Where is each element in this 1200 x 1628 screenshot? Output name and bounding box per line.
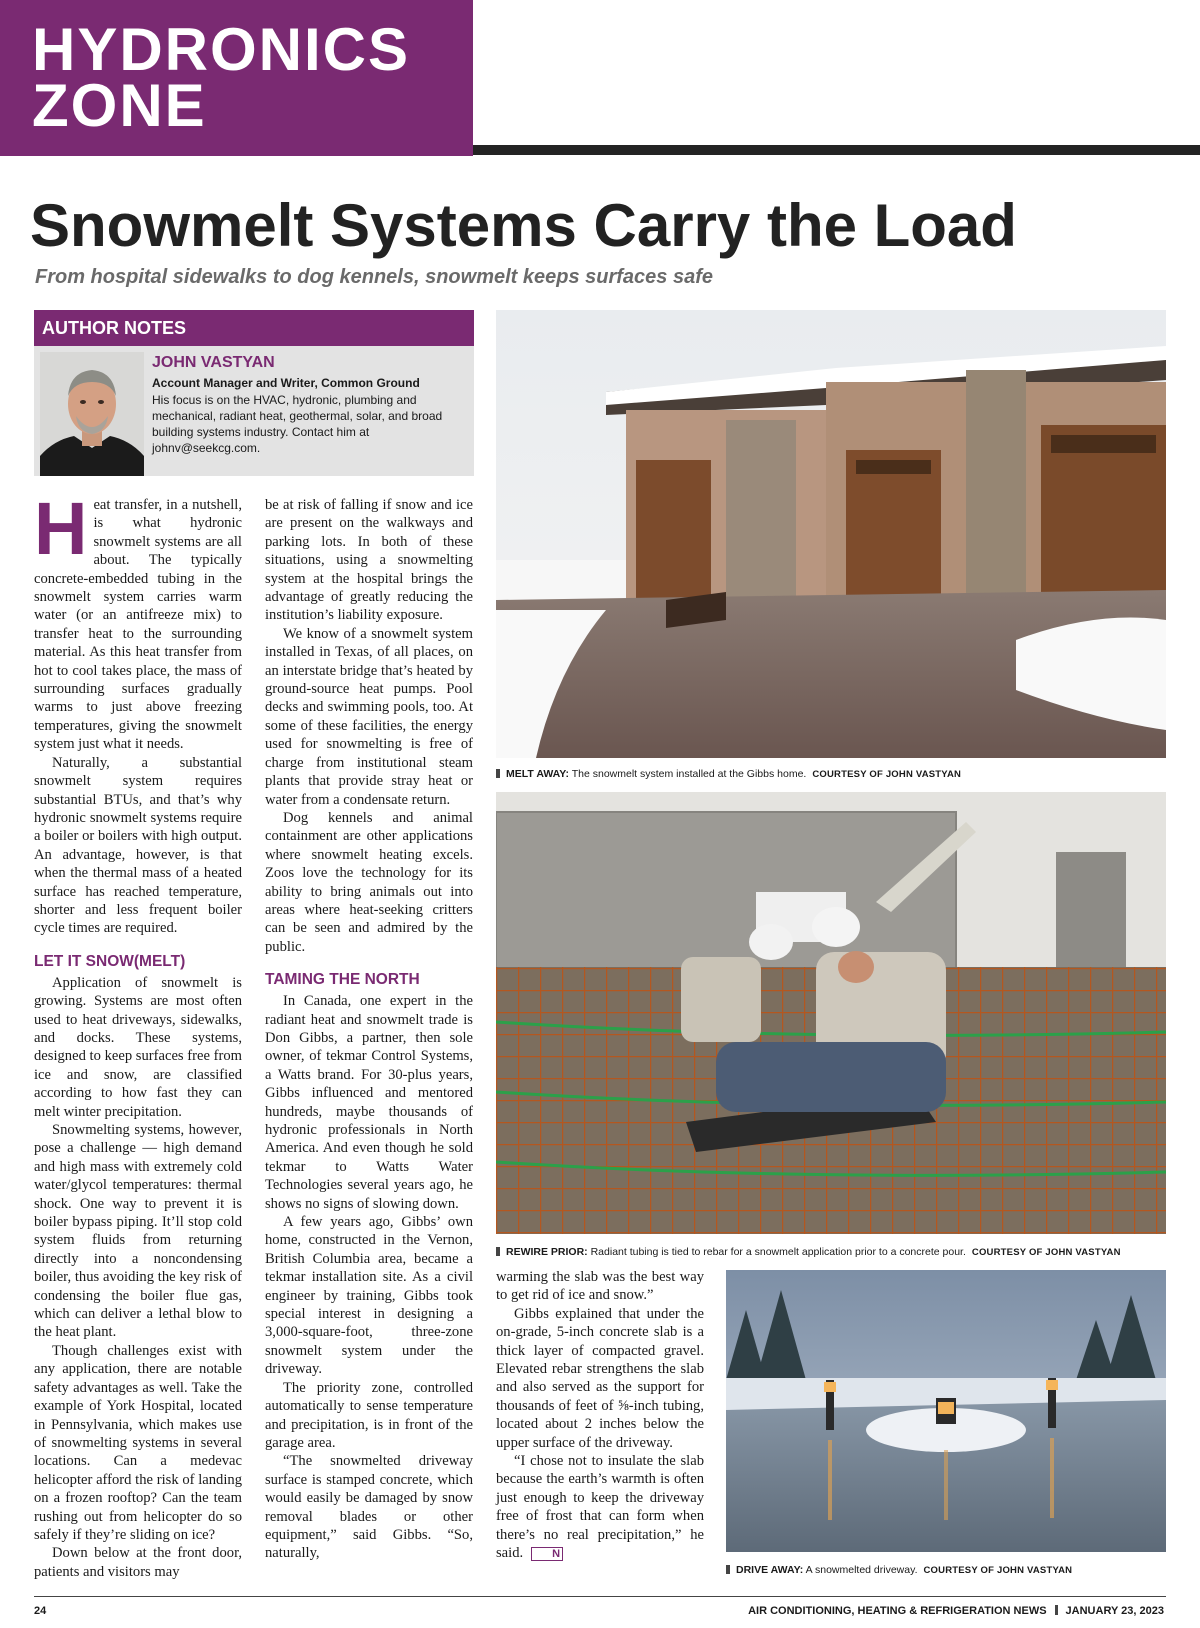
article-paragraph: be at risk of falling if snow and ice are present on the walkways and parking lots. In both of these situations, using a snowmelting system at the hospital brings the advantage of greatly reducing the institution’s liability exposure. (265, 497, 473, 624)
caption-marker-icon (496, 769, 500, 778)
article-deck: From hospital sidewalks to dog kennels, snowmelt keeps surfaces safe (35, 266, 713, 288)
article-paragraph: We know of a snowmelt system installed in Texas, of all places, on an interstate bridge that’s heated by ground-source heat pumps. Pool decks and swimming pools, too. At some of these facilities, the energy used for snowmelting is free of charge from institutional steam plants that provide stray heat or water from a condensate return. (265, 625, 473, 808)
article-paragraph: Naturally, a substantial snowmelt system requires substantial BTUs, and that’s why hydronic snowmelt systems require a boiler or boilers with high output. An advantage, however, is that when the thermal mass of a heated surface has reached temperature, shorter and less frequent boiler cycle times are required. (34, 754, 242, 937)
article-paragraph: Down below at the front door, patients and visitors may (34, 1545, 242, 1580)
footer-publication: AIR CONDITIONING, HEATING & REFRIGERATION NEWS JANUARY 23, 2023 (748, 1605, 1164, 1617)
article-paragraph: The priority zone, controlled automatically to sense temperature and precipitation, is in front of the garage area. (265, 1379, 473, 1451)
article-paragraph: A few years ago, Gibbs’ own home, constructed in the Vernon, British Columbia area, became a tekmar installation site. As a civil engineer by training, Gibbs took special interest in designing a 3,000-square-foot, three-zone snowmelt system under the driveway. (265, 1214, 473, 1378)
footer-rule (34, 1596, 1166, 1597)
article-column-3 (496, 1268, 704, 1563)
article-paragraph: In Canada, one expert in the radiant heat and snowmelt trade is Don Gibbs, a partner, then sole owner, of tekmar Control Systems, a Watts brand. For 30-plus years, Gibbs influenced and mentored hundreds, maybe thousands of hydronic professionals in North America. And even though he sold tekmar to Watts Water Technologies several years ago, he shows no signs of slowing down. (265, 993, 473, 1212)
end-mark-icon: N (531, 1547, 563, 1561)
article-paragraph: Though challenges exist with any application, there are notable safety advantages as well. Take the example of York Hospital, located in Pennsylvania, which makes use of snowmelting systems in several locations. Can a medevac helicopter afford the risk of landing on a frozen rooftop? Can the team rushing out from helicopter do so safely if they’re sliding on ice? (34, 1342, 242, 1543)
article-paragraph: Gibbs explained that under the on-grade, 5-inch concrete slab is a thick layer of compacted gravel. Elevated rebar strengthens the slab and also served as the support for thousands of feet of ⅝-inch tubing, located about 2 inches below the upper surface of the driveway. (496, 1305, 704, 1451)
article-paragraph: warming the slab was the best way to get rid of ice and snow.” (496, 1269, 704, 1304)
author-notes-body (34, 346, 474, 476)
author-portrait (40, 352, 144, 476)
article-paragraph: “I chose not to insulate the slab because the earth’s warmth is often just enough to keep the driveway free of frost that can form when there’s no real precipitation,” he said. N (496, 1453, 704, 1562)
page-number: 24 (34, 1605, 47, 1617)
caption-melt-away: MELT AWAY: The snowmelt system installed at the Gibbs home. COURTESY OF JOHN VASTYAN (496, 768, 961, 780)
drop-cap: H (34, 487, 88, 570)
article-paragraph: Dog kennels and animal containment are other applications where snowmelt heating excels. Zoos love the technology for its ability to bring animals out into areas where heat-seeking critters can be seen and admired by the public. (265, 809, 473, 955)
photo-gibbs-home (496, 310, 1166, 758)
header-rule (473, 145, 1200, 155)
photo-snowmelted-driveway (726, 1270, 1166, 1552)
article-column-2 (265, 496, 473, 1563)
caption-rewire-prior: REWIRE PRIOR: Radiant tubing is tied to rebar for a snowmelt application prior to a concrete pour. COURTESY OF JOHN VASTYAN (496, 1246, 1121, 1258)
subhead-let-it-snowmelt: LET IT SNOW(MELT) (34, 952, 186, 970)
author-notes-label: AUTHOR NOTES (34, 310, 474, 346)
article-column-1 (34, 487, 242, 1581)
caption-marker-icon (496, 1247, 500, 1256)
subhead-taming-the-north: TAMING THE NORTH (265, 971, 420, 989)
article-headline: Snowmelt Systems Carry the Load (30, 192, 1017, 259)
author-bio: His focus is on the HVAC, hydronic, plumbing and mechanical, radiant heat, geothermal, solar, and broad building systems industry. Contact him at johnv@seekcg.com. (152, 393, 443, 455)
caption-drive-away: DRIVE AWAY: A snowmelted driveway. COURTESY OF JOHN VASTYAN (726, 1564, 1072, 1576)
author-role: Account Manager and Writer, Common Ground (152, 376, 420, 390)
caption-marker-icon (726, 1565, 730, 1574)
article-paragraph: Snowmelting systems, however, pose a challenge — high demand and high mass with extremely cold water/glycol temperatures: thermal shock. One way to prevent it is boiler bypass piping. It’ll stop cold system fluids from returning directly into a noncondensing boiler, thus avoiding the key risk of condensing the boiler flue gas, which can deliver a lethal blow to the heat plant. (34, 1122, 242, 1341)
author-notes-box (34, 310, 474, 476)
section-title: HYDRONICS ZONE (32, 16, 411, 139)
article-paragraph: Heat transfer, in a nutshell, is what hydronic snowmelt systems are all about. The typically concrete-embedded tubing in the snowmelt system carries warm water (or an antifreeze mix) to transfer heat to the surrounding material. As this heat transfer from hot to cool takes place, the mass of surrounding surfaces gradually warms to just above freezing temperatures, giving the snowmelt system just what it needs. (34, 487, 242, 753)
photo-rebar-tubing (496, 792, 1166, 1234)
footer-separator (1055, 1605, 1058, 1615)
article-paragraph: “The snowmelted driveway surface is stamped concrete, which would easily be damaged by snow removal blades or other equipment,” said Gibbs. “So, naturally, (265, 1453, 473, 1562)
author-name: JOHN VASTYAN (152, 354, 275, 371)
article-paragraph: Application of snowmelt is growing. Systems are most often used to heat driveways, sidewalks, and docks. These systems, designed to keep surfaces free from ice and snow, are classified according to how fast they can melt winter precipitation. (34, 974, 242, 1120)
